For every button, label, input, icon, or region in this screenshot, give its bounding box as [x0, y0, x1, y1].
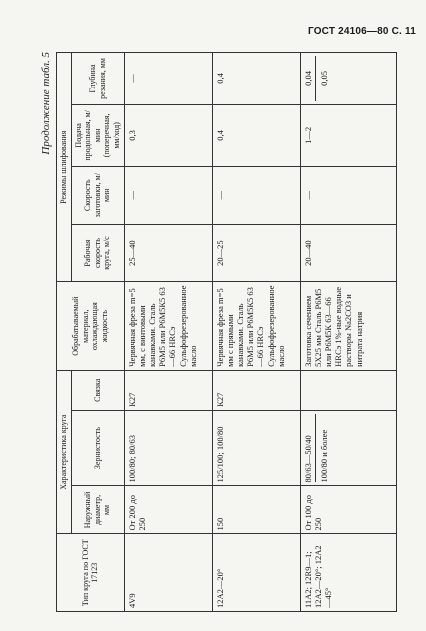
table-row — [212, 53, 300, 612]
cell-depth: 0,4 — [212, 53, 300, 105]
table-row — [124, 53, 212, 612]
cell-blank-speed: — — [212, 166, 300, 224]
col-bond: Связка — [71, 370, 124, 410]
cell-feed: 1—2 — [300, 104, 396, 166]
rotated-table-block — [40, 52, 410, 612]
cell-bond: К27 — [124, 370, 212, 410]
cell-work-speed: 20—25 — [212, 224, 300, 282]
col-group-mode: Режимы шлифования — [57, 53, 72, 282]
cell-depth: — — [124, 53, 212, 105]
col-grit: Зернистость — [71, 410, 124, 486]
cell-feed: 0,4 — [212, 104, 300, 166]
col-material: Обрабатываемый материал, охлаждающая жидкость — [57, 282, 125, 370]
cell-depth-bottom: 0,05 — [318, 71, 329, 86]
cell-grit-top: 80/63—50/40 — [303, 414, 316, 483]
grinding-modes-table — [56, 52, 397, 612]
cell-type: 12А2—20° — [212, 534, 300, 612]
col-blank-speed: Скорость заготовки, м/мин — [71, 166, 124, 224]
cell-feed: 0,3 — [124, 104, 212, 166]
cell-outer-diameter: От 200 до 250 — [124, 486, 212, 534]
page-header: ГОСТ 24106—80 С. 11 — [307, 26, 416, 37]
table-row — [300, 53, 396, 612]
cell-blank-speed: — — [300, 166, 396, 224]
cell-outer-diameter: 150 — [212, 486, 300, 534]
cell-grit-bottom: 100/80 и более — [318, 429, 329, 483]
cell-work-speed: 20—40 — [300, 224, 396, 282]
col-work-speed: Рабочая скорость круга, м/с — [71, 224, 124, 282]
cell-grit — [300, 410, 396, 486]
cell-material: Червячная фреза m=5 мм с прямыми канавками. Сталь Р6М5 или Р6М5К5 63—66 HRCэ Сульфофрезерованное масло — [212, 282, 300, 370]
cell-type: 11А2; 12R9—1; 12А2—20°; 12А2—45° — [300, 534, 396, 612]
cell-depth-top: 0,04 — [303, 56, 316, 101]
cell-material: Червячная фреза m=5 мм, с винтовыми канавками. Сталь Р6М5 или Р6М5К5 63—66 HRCэ Сульфофрезерованное масло — [124, 282, 212, 370]
cell-material: Заготовка сечением 5Х25 мм Сталь Р6М5 или Р6М5К 63—66 HRCэ 1%-ные водные растворы Na2CO3 и нитрата натрия — [300, 282, 396, 370]
table-caption: Продолжение табл. 5 — [40, 52, 52, 155]
cell-depth — [300, 53, 396, 105]
cell-grit: 100/80; 80/63 — [124, 410, 212, 486]
cell-outer-diameter: От 100 до 250 — [300, 486, 396, 534]
cell-grit: 125/100; 100/80 — [212, 410, 300, 486]
cell-bond: К27 — [212, 370, 300, 410]
col-group-wheel: Характеристика круга — [57, 370, 72, 534]
col-type: Тип круга по ГОСТ 17123 — [57, 534, 125, 612]
cell-work-speed: 25—40 — [124, 224, 212, 282]
cell-bond — [300, 370, 396, 410]
col-feed: Подача продольная, м/мин (поперечная, мм/ход) — [71, 104, 124, 166]
col-outer-diameter: Наружный диаметр, мм — [71, 486, 124, 534]
col-depth: Глубина резания, мм — [71, 53, 124, 105]
cell-type: 4V9 — [124, 534, 212, 612]
cell-blank-speed: — — [124, 166, 212, 224]
